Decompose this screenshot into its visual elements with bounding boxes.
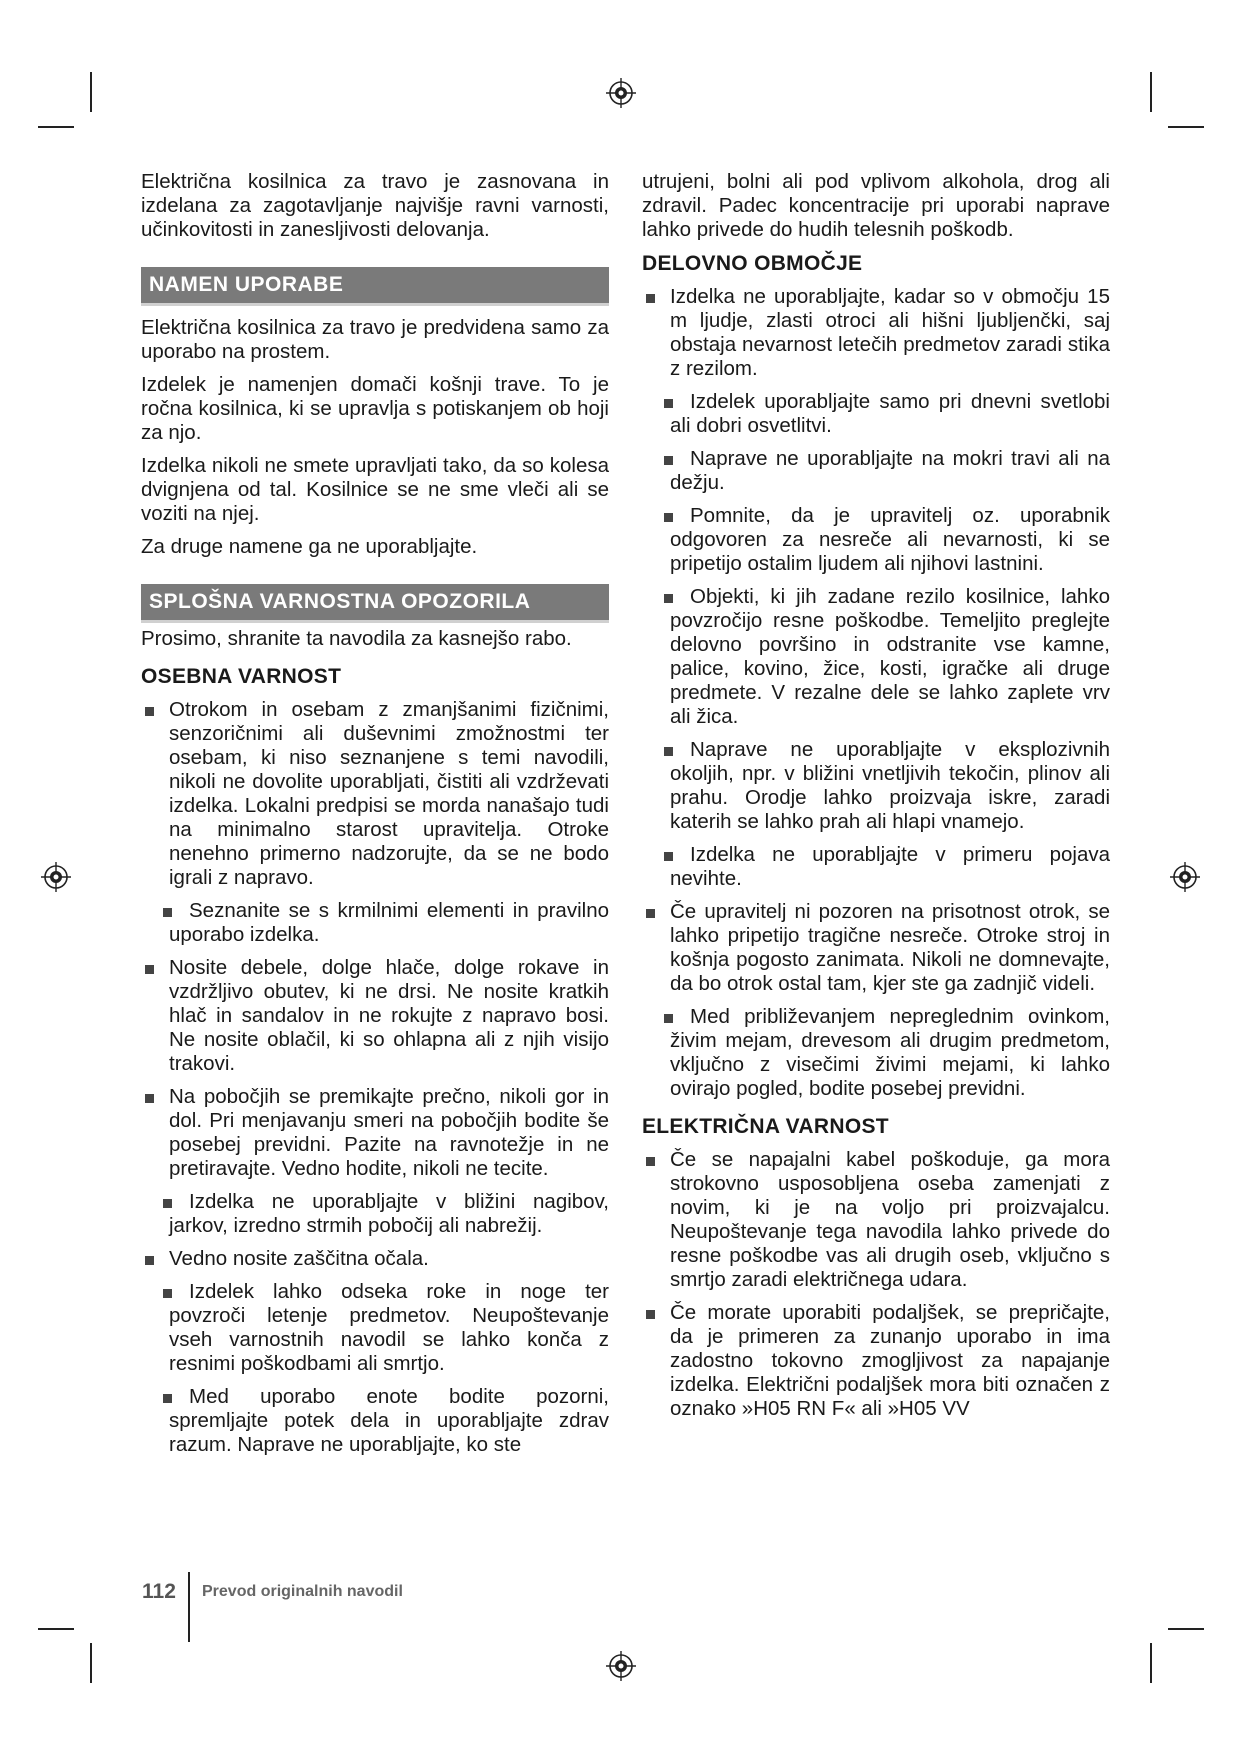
bullet-square-icon xyxy=(646,909,655,918)
bullet-square-icon xyxy=(664,594,673,603)
registration-mark-icon xyxy=(41,862,71,892)
paragraph: Izdelek je namenjen domači košnji trave. To je ročna kosilnica, ki se upravlja s potiskanjem ob hoji za njo. xyxy=(141,373,609,444)
crop-mark xyxy=(38,1628,74,1630)
registration-mark-icon xyxy=(1170,862,1200,892)
list-item: Naprave ne uporabljajte v eksplozivnih okoljih, npr. v bližini vnetljivih tekočin, plinov ali prahu. Orodje lahko proizvaja iskre, zaradi katerih se lahko prah ali hlapi vnamejo. xyxy=(642,738,1110,834)
list-item: Pomnite, da je upravitelj oz. uporabnik odgovoren za nesreče ali nevarnosti, ki se pripetijo ostalim ljudem ali njihovi lastnini. xyxy=(642,504,1110,576)
crop-mark xyxy=(38,126,74,128)
subheading-delovno-obmocje: DELOVNO OBMOČJE xyxy=(642,252,863,275)
paragraph: Prosimo, shranite ta navodila za kasnejšo rabo. xyxy=(141,627,572,650)
bullet-square-icon xyxy=(163,1289,172,1298)
list-item: Izdelka ne uporabljajte v bližini nagibov, jarkov, izredno strmih pobočij ali nabrežij. xyxy=(141,1190,609,1238)
bullet-square-icon xyxy=(664,513,673,522)
intro-paragraph: Električna kosilnica za travo je zasnovana in izdelana za zagotavljanje najvišje ravni varnosti, učinkovitosti in zanesljivosti delovanja. xyxy=(141,170,609,241)
bullet-square-icon xyxy=(646,1310,655,1319)
bullet-square-icon xyxy=(145,1256,154,1265)
crop-mark xyxy=(1168,126,1204,128)
bullet-square-icon xyxy=(664,1014,673,1023)
footer-text: Prevod originalnih navodil xyxy=(202,1583,403,1600)
left-column xyxy=(141,170,609,1466)
list-item: Izdelka ne uporabljajte, kadar so v območju 15 m ljudje, zlasti otroci ali hišni ljubljenčki, saj obstaja nevarnost letečih predmetov zaradi stika z rezilom. xyxy=(642,285,1110,381)
list-item: Nosite debele, dolge hlače, dolge rokave in vzdržljivo obutev, ki ne drsi. Ne nosite kratkih hlač in sandalov in ne rokujte z napravo bosi. Ne nosite oblačil, ki so ohlapna ali z njih visijo trakovi. xyxy=(141,956,609,1076)
list-item: Naprave ne uporabljajte na mokri travi ali na dežju. xyxy=(642,447,1110,495)
paragraph: Izdelka nikoli ne smete upravljati tako, da so kolesa dvignjena od tal. Kosilnice se ne sme vleči ali se voziti na njej. xyxy=(141,454,609,525)
crop-mark xyxy=(1150,1643,1152,1683)
bullet-square-icon xyxy=(664,852,673,861)
bullet-square-icon xyxy=(163,908,172,917)
bullet-square-icon xyxy=(646,294,655,303)
list-item: Če morate uporabiti podaljšek, se prepričajte, da je primeren za zunanjo uporabo in ima zadostno tokovno zmogljivost za napajanje izdelka. Električni podaljšek mora biti označen z oznako »H05 RN F« ali »H05 VV xyxy=(642,1301,1110,1421)
crop-mark xyxy=(1168,1628,1204,1630)
list-item: Izdelek lahko odseka roke in noge ter povzroči letenje predmetov. Neupoštevanje vseh varnostnih navodil se lahko konča z resnimi poškodbami ali smrtjo. xyxy=(141,1280,609,1376)
subheading-elektricna-varnost: ELEKTRIČNA VARNOST xyxy=(642,1115,889,1138)
page-number: 112 xyxy=(142,1580,176,1603)
list-item: Vedno nosite zaščitna očala. xyxy=(141,1247,609,1271)
bullet-square-icon xyxy=(664,747,673,756)
section-heading-splosna-varnostna-opozorila: SPLOŠNA VARNOSTNA OPOZORILA xyxy=(141,584,609,623)
bullet-square-icon xyxy=(145,965,154,974)
bullet-square-icon xyxy=(145,707,154,716)
list-item: Izdelek uporabljajte samo pri dnevni svetlobi ali dobri osvetlitvi. xyxy=(642,390,1110,438)
list-item: Seznanite se s krmilnimi elementi in pravilno uporabo izdelka. xyxy=(141,899,609,947)
list-item: Med uporabo enote bodite pozorni, spremljajte potek dela in uporabljajte zdrav razum. Naprave ne uporabljajte, ko ste xyxy=(141,1385,609,1457)
subheading-osebna-varnost: OSEBNA VARNOST xyxy=(141,665,342,688)
paragraph: Električna kosilnica za travo je predvidena samo za uporabo na prostem. xyxy=(141,316,609,363)
footer-divider xyxy=(188,1572,190,1642)
crop-mark xyxy=(90,1643,92,1683)
list-item: Med približevanjem nepreglednim ovinkom, živim mejam, drevesom ali drugim predmetom, vključno z visečimi živimi mejami, ki lahko ovirajo pogled, bodite posebej previdni. xyxy=(642,1005,1110,1101)
bullet-square-icon xyxy=(145,1094,154,1103)
registration-mark-icon xyxy=(606,1651,636,1681)
bullet-square-icon xyxy=(664,456,673,465)
list-item: Objekti, ki jih zadane rezilo kosilnice, lahko povzročijo resne poškodbe. Temeljito preglejte delovno površino in odstranite vse kamne, palice, kovino, žice, kosti, igračke ali druge predmete. V rezalne dele se lahko zaplete vrv ali žica. xyxy=(642,585,1110,729)
bullet-square-icon xyxy=(646,1157,655,1166)
list-item: Izdelka ne uporabljajte v primeru pojava nevihte. xyxy=(642,843,1110,891)
bullet-square-icon xyxy=(664,399,673,408)
paragraph: Za druge namene ga ne uporabljajte. xyxy=(141,535,478,558)
list-item: Če se napajalni kabel poškoduje, ga mora strokovno usposobljena oseba zamenjati z novim, ki je na voljo pri proizvajalcu. Neupoštevanje tega navodila lahko privede do resne poškodbe vas ali drugih oseb, vključno s smrtjo zaradi električnega udara. xyxy=(642,1148,1110,1292)
list-item: Na pobočjih se premikajte prečno, nikoli gor in dol. Pri menjavanju smeri na pobočjih bodite še posebej previdni. Pazite na ravnotežje in ne pretiravajte. Vedno hodite, nikoli ne tecite. xyxy=(141,1085,609,1181)
crop-mark xyxy=(90,72,92,112)
right-column xyxy=(642,170,1110,1430)
list-item: Otrokom in osebam z zmanjšanimi fizičnimi, senzoričnimi ali duševnimi zmožnostmi ter osebam, ki niso seznanjene s temi navodili, nikoli ne dovolite uporabljati, čistiti ali vzdrževati izdelka. Lokalni predpisi se morda nanašajo tudi na minimalno starost upravitelja. Otroke nenehno primerno nadzorujte, da se ne bodo igrali z napravo. xyxy=(141,698,609,890)
crop-mark xyxy=(1150,72,1152,112)
bullet-square-icon xyxy=(163,1199,172,1208)
registration-mark-icon xyxy=(606,78,636,108)
continuation-paragraph: utrujeni, bolni ali pod vplivom alkohola, drog ali zdravil. Padec koncentracije pri uporabi naprave lahko privede do hudih telesnih poškodb. xyxy=(642,170,1110,241)
bullet-square-icon xyxy=(163,1394,172,1403)
section-heading-namen-uporabe: NAMEN UPORABE xyxy=(141,267,609,306)
list-item: Če upravitelj ni pozoren na prisotnost otrok, se lahko pripetijo tragične nesreče. Otroke stroj in košnja pogosto zanimata. Nikoli ne domnevajte, da bo otrok ostal tam, kjer ste ga zadnjič videli. xyxy=(642,900,1110,996)
